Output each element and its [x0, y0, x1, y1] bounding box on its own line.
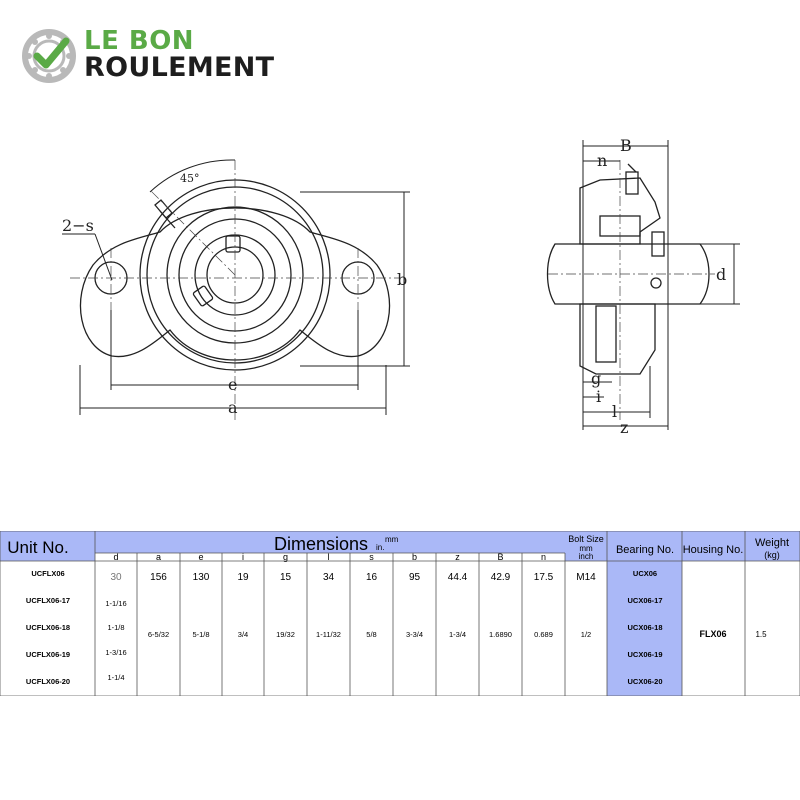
metric-value-cell: 19	[237, 572, 249, 583]
angle-label: 45°	[180, 172, 200, 185]
dimension-subheader-a: a	[155, 552, 162, 562]
dimension-subheader-l: l	[327, 552, 330, 562]
metric-value-cell: 130	[192, 572, 210, 583]
housing-no-header: Housing No.	[682, 544, 744, 556]
spec-table	[0, 531, 800, 696]
bolt-inch-unit: inch	[578, 552, 594, 561]
inch-value-cell: 19/32	[276, 630, 295, 639]
housing-no-cell: FLX06	[699, 629, 727, 639]
inch-value-cell: 5/8	[366, 630, 377, 639]
inch-value-cell: 3/4	[237, 630, 249, 639]
inch-value-cell: 1/2	[580, 630, 592, 639]
dim-g-label: g	[591, 369, 602, 388]
dim-i-label: i	[596, 387, 602, 406]
dimension-subheader-d: d	[113, 552, 119, 562]
bearing-no-cell: UCX06	[632, 569, 658, 578]
metric-value-cell: 15	[279, 572, 292, 583]
dimension-subheader-n: n	[540, 552, 547, 562]
logo-text-line2: ROULEMENT	[84, 52, 275, 83]
dim-b-label: b	[397, 270, 408, 289]
d-value-cell: 1-1/8	[107, 623, 125, 632]
inch-value-cell: 1-11/32	[316, 630, 341, 639]
side-view	[548, 164, 710, 374]
dim-z-label: z	[620, 418, 629, 437]
unit-no-cell: UCFLX06-18	[25, 623, 71, 632]
subheader-bg	[95, 553, 565, 561]
bolt-mm-unit: mm	[579, 544, 593, 553]
inch-value-cell: 6-5/32	[147, 630, 170, 639]
d-value-cell: 30	[110, 572, 122, 583]
inch-value-cell: 3-3/4	[405, 630, 424, 639]
inch-value-cell: 0.689	[534, 630, 553, 639]
d-value-cell: 1-3/16	[105, 648, 127, 657]
weight-cell: 1.5	[755, 630, 767, 639]
dimensions-in-unit: in.	[376, 543, 385, 552]
dimension-subheader-z: z	[455, 552, 460, 562]
inch-value-cell: 5-1/8	[192, 630, 210, 639]
dim-l-label: l	[612, 402, 618, 421]
bearing-no-cell: UCX06-18	[627, 623, 663, 632]
logo-text-line1: LE BON	[84, 26, 195, 56]
dimension-subheader-s: s	[369, 552, 374, 562]
metric-value-cell: 156	[150, 572, 167, 583]
unit-no-header: Unit No.	[7, 538, 69, 557]
dim-d-label: d	[716, 265, 727, 284]
metric-value-cell: 17.5	[533, 572, 554, 583]
bearing-no-cell: UCX06-20	[627, 677, 663, 686]
metric-value-cell: 95	[408, 572, 421, 583]
metric-value-cell: 44.4	[447, 572, 468, 583]
technical-drawing	[0, 120, 800, 450]
dimension-subheader-g: g	[282, 552, 289, 562]
d-value-cell: 1-1/4	[107, 673, 125, 682]
metric-value-cell: 34	[322, 572, 335, 583]
unit-no-cell: UCFLX06-20	[25, 677, 71, 686]
dim-a-label: a	[228, 398, 238, 417]
dim-n-label: n	[597, 151, 608, 170]
dimension-subheader-b: b	[411, 552, 418, 562]
weight-unit: (kg)	[764, 550, 780, 560]
unit-no-cell: UCFLX06-17	[25, 596, 71, 605]
brand-logo	[22, 26, 302, 86]
dimension-subheader-e: e	[198, 552, 204, 562]
bearing-no-cell: UCX06-17	[627, 596, 663, 605]
dim-e-label: e	[228, 375, 238, 394]
metric-value-cell: M14	[576, 572, 596, 583]
d-value-cell: 1-1/16	[105, 599, 127, 608]
bolt-size-header: Bolt Size	[568, 534, 604, 544]
weight-header: Weight	[754, 537, 790, 549]
inch-value-cell: 1-3/4	[448, 630, 467, 639]
holes-label: 2−s	[62, 216, 94, 235]
unit-no-cell: UCFLX06-19	[25, 650, 71, 659]
bearing-check-icon	[22, 29, 76, 83]
metric-value-cell: 42.9	[490, 572, 511, 583]
dimension-subheader-i: i	[242, 552, 244, 562]
dimension-subheader-B: B	[497, 552, 504, 562]
bearing-no-cell: UCX06-19	[627, 650, 663, 659]
dimensions-mm-unit: mm	[385, 535, 399, 544]
unit-no-cell: UCFLX06	[31, 569, 65, 578]
dimensions-header: Dimensions	[273, 534, 369, 554]
inch-value-cell: 1.6890	[489, 630, 512, 639]
dim-B-label: B	[620, 136, 632, 155]
bearing-no-header: Bearing No.	[615, 544, 675, 556]
metric-value-cell: 16	[365, 572, 378, 583]
